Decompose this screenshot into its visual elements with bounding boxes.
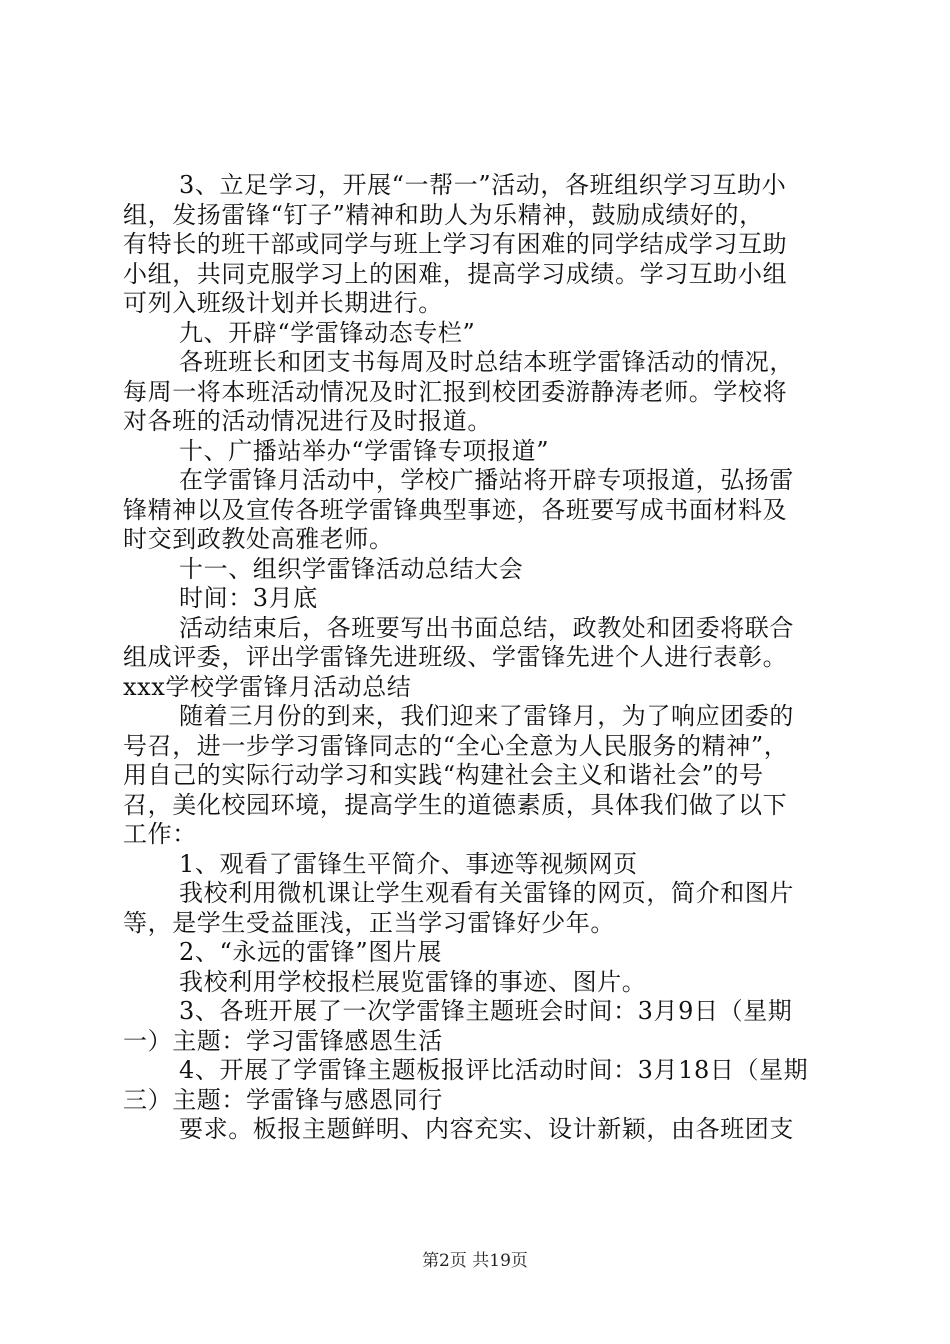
- paragraph-line: 对各班的活动情况进行及时报道。: [123, 407, 492, 435]
- section-heading: 十一、组织学雷锋活动总结大会: [179, 554, 524, 583]
- section-heading: 十、广播站举办“学雷锋专项报道”: [179, 436, 550, 465]
- paragraph-line: 有特长的班干部或同学与班上学习有困难的同学结成学习互助: [123, 230, 788, 258]
- paragraph-line: 号召，进一步学习雷锋同志的“全心全意为人民服务的精神”，: [123, 731, 789, 760]
- paragraph-line: 锋精神以及宣传各班学雷锋典型事迹，各班要写成书面材料及: [123, 495, 788, 524]
- paragraph-line: 4、开展了学雷锋主题板报评比活动时间：3月18日（星期: [179, 1056, 809, 1084]
- paragraph-line: 三）主题：学雷锋与感恩同行: [123, 1085, 443, 1114]
- paragraph-line: 活动结束后，各班要写出书面总结，政教处和团委将联合: [179, 613, 794, 642]
- paragraph-line: 要求。板报主题鲜明、内容充实、设计新颖，由各班团支: [179, 1115, 794, 1143]
- page-number-footer: 第2页 共19页: [422, 1251, 528, 1271]
- paragraph-line: 3、各班开展了一次学雷锋主题班会时间：3月9日（星期: [179, 997, 793, 1025]
- section-heading: 2、“永远的雷锋”图片展: [179, 938, 443, 966]
- paragraph-line: 时交到政教处高雅老师。: [123, 525, 394, 553]
- paragraph-line: 组成评委，评出学雷锋先进班级、学雷锋先进个人进行表彰。: [123, 643, 788, 671]
- section-heading: 1、观看了雷锋生平简介、事迹等视频网页: [179, 849, 638, 878]
- paragraph-line: 可列入班级计划并长期进行。: [123, 289, 443, 317]
- paragraph-line: 一）主题：学习雷锋感恩生活: [123, 1026, 443, 1055]
- paragraph-line: 我校利用微机课让学生观看有关雷锋的网页，简介和图片: [179, 879, 794, 907]
- paragraph-line: 随着三月份的到来，我们迎来了雷锋月，为了响应团委的: [179, 702, 794, 730]
- paragraph-line: 我校利用学校报栏展览雷锋的事迹、图片。: [179, 967, 647, 996]
- paragraph-line: 每周一将本班活动情况及时汇报到校团委游静涛老师。学校将: [123, 377, 788, 406]
- paragraph-line: 时间：3月底: [179, 584, 318, 612]
- document-title: xxx学校学雷锋月活动总结: [123, 672, 412, 701]
- document-body: [123, 171, 843, 1145]
- paragraph-line: 各班班长和团支书每周及时总结本班学雷锋活动的情况，: [179, 348, 794, 376]
- paragraph-line: 工作：: [123, 820, 197, 848]
- paragraph-line: 组，发扬雷锋“钉子”精神和助人为乐精神，鼓励成绩好的，: [123, 200, 764, 229]
- paragraph-line: 小组，共同克服学习上的困难，提高学习成绩。学习互助小组: [123, 259, 788, 288]
- section-heading: 九、开辟“学雷锋动态专栏”: [179, 318, 476, 347]
- paragraph-line: 等，是学生受益匪浅，正当学习雷锋好少年。: [123, 908, 615, 937]
- paragraph-line: 在学雷锋月活动中，学校广播站将开辟专项报道，弘扬雷: [179, 466, 794, 494]
- paragraph-line: 用自己的实际行动学习和实践“构建社会主义和谐社会”的号: [123, 761, 764, 789]
- paragraph-line: 召，美化校园环境，提高学生的道德素质，具体我们做了以下: [123, 790, 788, 819]
- paragraph-line: 3、立足学习，开展“一帮一”活动，各班组织学习互助小: [179, 171, 787, 199]
